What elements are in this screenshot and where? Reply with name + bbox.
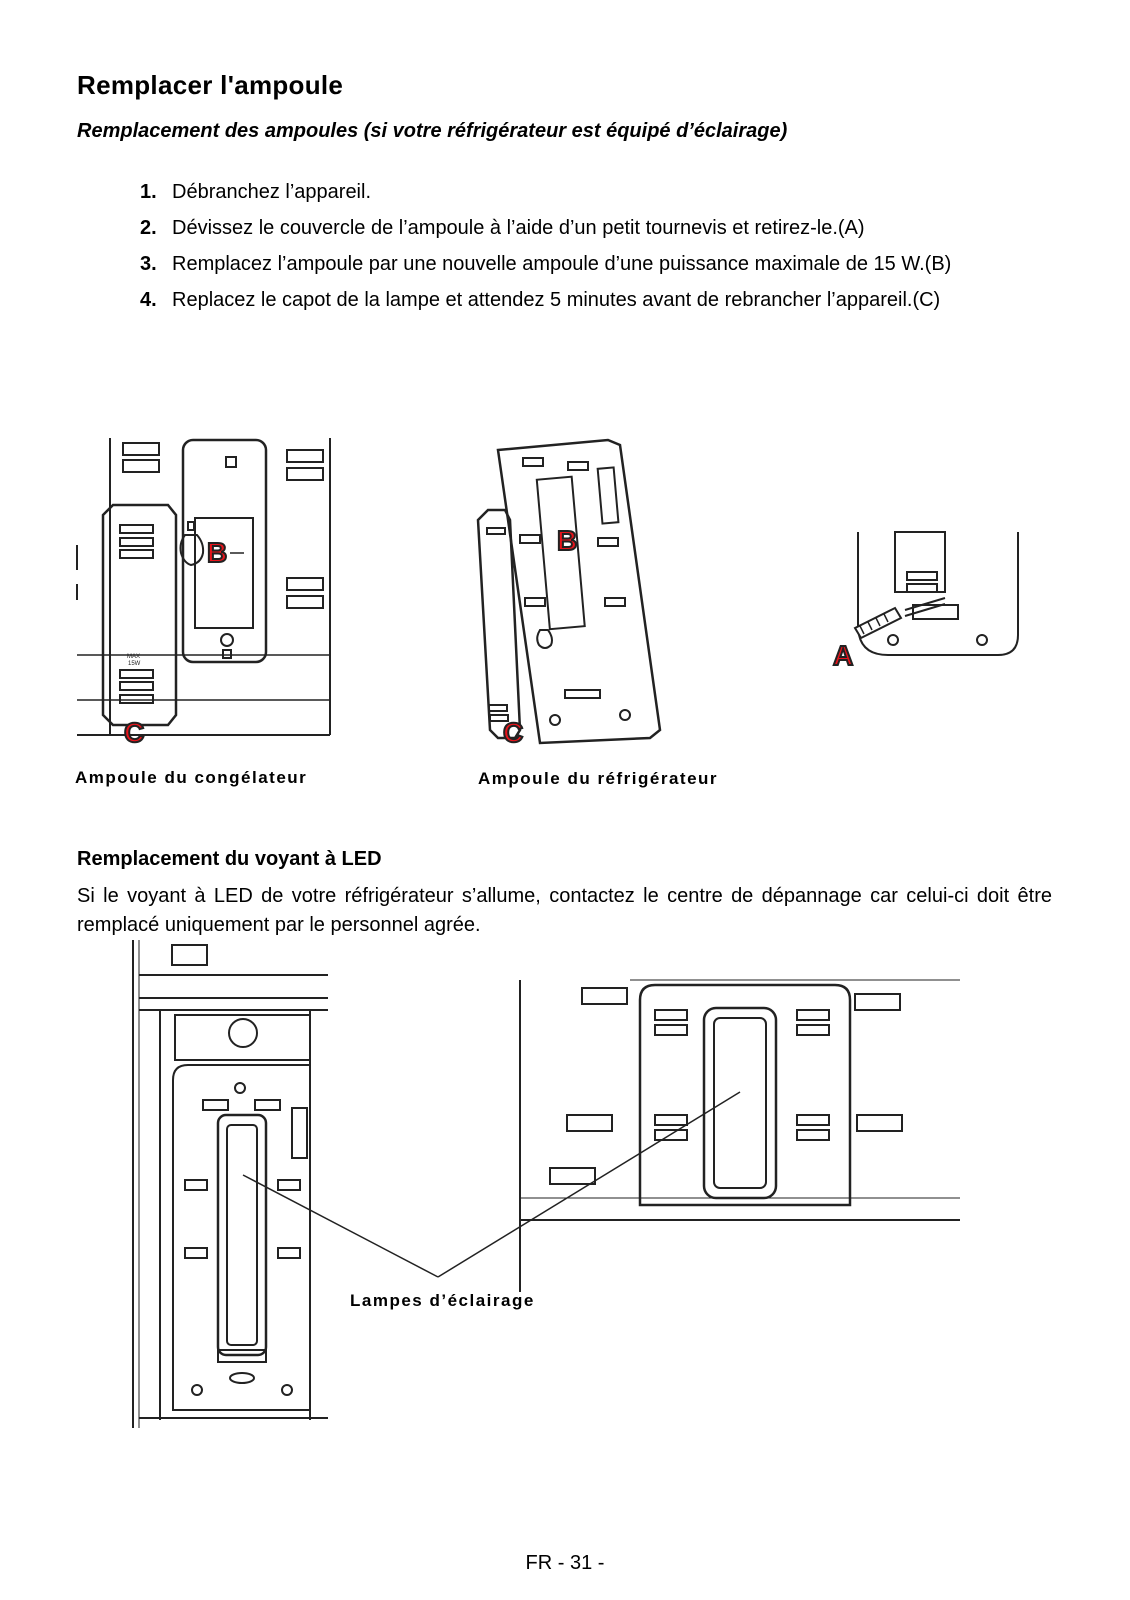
label-b-fridge: B [557, 525, 578, 556]
page-number: FR - 31 - [525, 1552, 605, 1574]
left-led-drawing [133, 940, 328, 1428]
caption-led-lamps: Lampes d’éclairage [350, 1291, 535, 1310]
led-paragraph: Si le voyant à LED de votre réfrigérateur s’allume, contactez le centre de dépannage car celui-ci doit être remplacé uniquement par le personnel agrée. [77, 885, 1052, 936]
right-led-drawing [520, 980, 960, 1292]
caption-freezer-bulb: Ampoule du congélateur [75, 768, 308, 787]
step-item: 2. Dévissez le couvercle de l’ampoule à l’aide d’un petit tournevis et retirez-le.(A) [140, 217, 865, 239]
label-b-freezer: B [207, 537, 228, 568]
label-c-freezer: C [124, 717, 145, 748]
step-item: 4. Replacez le capot de la lampe et attendez 5 minutes avant de rebrancher l’appareil.(C) [140, 289, 941, 311]
caption-fridge-bulb: Ampoule du réfrigérateur [478, 769, 719, 788]
label-a: A [833, 640, 854, 671]
svg-text:15W: 15W [128, 661, 141, 667]
step-item: 3. Remplacez l’ampoule par une nouvelle ampoule d’une puissance maximale de 15 W.(B) [140, 253, 952, 275]
section-subtitle: Remplacement des ampoules (si votre réfrigérateur est équipé d’éclairage) [77, 120, 788, 142]
led-heading: Remplacement du voyant à LED [77, 848, 382, 870]
label-c-fridge: C [503, 717, 524, 748]
svg-text:MAX: MAX [127, 654, 141, 660]
page-title: Remplacer l'ampoule [77, 70, 344, 100]
step-item: 1. Débranchez l’appareil. [140, 181, 372, 203]
